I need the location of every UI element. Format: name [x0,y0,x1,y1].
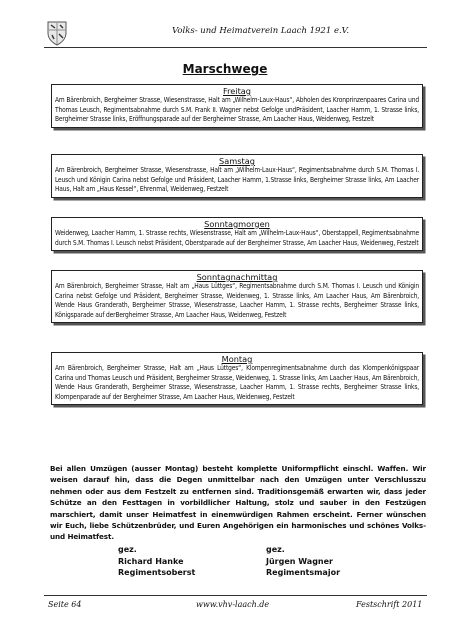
signature-left [118,544,195,579]
signature-role: Regimentsoberst [118,568,196,577]
section-sonntagmorgen [51,217,423,251]
section-title: Freitag [222,86,252,96]
footer-divider [44,595,427,596]
section-title: Sonntagnachmittag [196,272,278,282]
signature-right [266,544,340,579]
signature-prefix: gez. [118,545,137,554]
footer-publication: Festschrift 2011 [356,600,423,609]
section-text: Am Bärenbroich, Bergheimer Strasse, Halt am „Haus Lüttges“, Klompenregimentsabnahme durch das Klompenkönigspaar Carina und Thomas Leusch und Präsident, Bergheimer Strasse, Weidenweg, 1. Strasse links, Am Laacher Haus, Am Bärenbroich, Wende Haus Granderath, Bergheimer Strasse, Wiesenstrasse, Laacher Hamm, 1. Strasse rechts, Bergheimer Strasse links, Klompenparade auf der Bergheimer Strasse, Am Laacher Haus, Weidenweg, Festzelt [55,364,419,401]
closing-paragraph: Bei allen Umzügen (ausser Montag) besteht komplette Uniformpflicht einschl. Waffen. Wir weisen darauf hin, dass die Degen unmittelbar nach den Umzügen unter Verschlusszu nehmen oder aus dem Festzelt zu entfernen sind. Traditionsgemäß erwarten wir, dass jeder Schütze an den Festtagen in vorbildlicher Haltung, stolz und sauber in den Festzügen marschiert, damit unser Heimatfest in einemwürdigen Rahmen erscheint. Ferner wünschen wir Euch, liebe Schützenbrüder, und Euren Angehörigen ein harmonisches und schönes Volks- und Heimatfest. [50,464,426,542]
footer-page-number: Seite 64 [48,600,82,609]
section-title: Samstag [219,156,255,166]
section-title: Montag [221,354,253,364]
section-text: Am Bärenbroich, Bergheimer Strasse, Halt am „Haus Lüttges“, Regimentsabnahme durch S.M. Thomas I. Leusch und Königin Carina nebst Gefolge und Präsident, Bergheimer Strasse, Weidenweg, 1. Strasse links, Am Laacher Haus, Am Bärenbroich, Wende Haus Granderath, Bergheimer Strasse, Wiesenstrasse, Laacher Hamm, 1. Strasse rechts, Bergheimer Strasse links, Königsparade auf derBergheimer Strasse, Am Laacher Haus, Weidenweg, Festzelt [55,282,419,319]
signature-prefix: gez. [266,545,285,554]
section-text: Am Bärenbroich, Bergheimer Strasse, Wiesenstrasse, Halt am „Wilhelm-Laux-Haus“, Regimentsabnahme durch S.M. Thomas I. Leusch und Königin Carina nebst Gefolge und Präsident, Laacher Hamm, 1.Strasse links, Bergheimer Strasse links, Am Laacher Haus, Halt am „Haus Kessel“, Ehrenmal, Weidenweg, Festzelt [55,166,419,194]
section-title: Sonntagmorgen [204,219,270,229]
page-header [44,20,424,50]
signature-name: Richard Hanke [118,556,184,566]
coat-of-arms-icon [46,20,68,46]
section-montag [51,352,423,405]
signature-name: Jürgen Wagner [266,556,333,566]
signature-role: Regimentsmajor [266,568,341,577]
header-title: Volks- und Heimatverein Laach 1921 e.V. [172,26,350,36]
section-samstag [51,154,423,198]
page-title: Marschwege [182,62,268,76]
section-freitag [51,84,423,128]
footer-website-link[interactable]: www.vhv-laach.de [196,600,270,609]
section-sonntagnachmittag [51,270,423,323]
section-text: Am Bärenbroich, Bergheimer Strasse, Wiesenstrasse, Halt am „Wilhelm-Laux-Haus“, Abholen des Kronprinzenpaares Carina und Thomas Leusch, Regimentsabnahme durch S.M. Frank II. Wagner nebst Gefolge undPräsident, Laacher Hamm, 1. Strasse links, Bergheimer Strasse links, Eröffnungsparade auf der Bergheimer Strasse, Am Laacher Haus, Weidenweg, Festzelt [55,96,419,124]
section-text: Weidenweg, Laacher Hamm, 1. Strasse rechts, Wiesenstrasse, Halt am „Wilhelm-Laux-Haus“, Oberstappell, Regimentsabnahme durch S.M. Thomas I. Leusch nebst Präsident, Oberstparade auf der Bergheimer Strasse, Am Laacher Haus, Weidenweg, Festzelt [55,229,419,247]
header-divider [44,47,427,48]
